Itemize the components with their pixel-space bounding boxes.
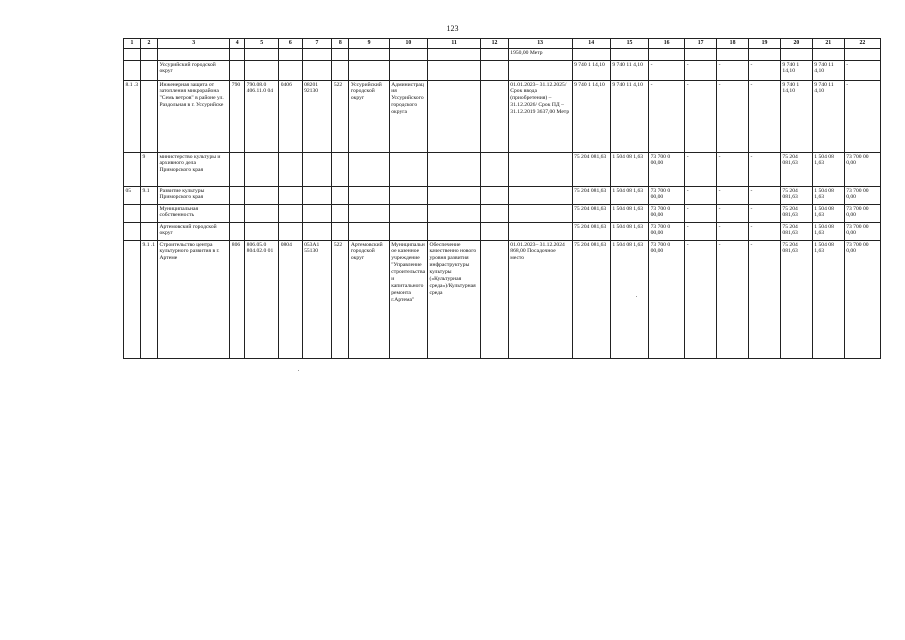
table-cell	[279, 223, 302, 241]
table-cell: 75 204 081,63	[780, 205, 812, 223]
table-cell	[302, 187, 332, 205]
column-number: 2	[141, 39, 158, 49]
table-cell: -	[685, 153, 717, 187]
table-cell	[508, 61, 572, 81]
table-cell: -	[717, 153, 749, 187]
column-number: 4	[230, 39, 245, 49]
table-cell: -	[649, 81, 685, 153]
table-cell	[427, 187, 480, 205]
table-cell: 73 700 00 0,00	[844, 241, 880, 359]
column-number: 1	[124, 39, 141, 49]
table-cell: Администрация Уссурийского городского округа	[389, 81, 427, 153]
column-number: 14	[572, 39, 610, 49]
table-cell	[389, 205, 427, 223]
column-number: 17	[685, 39, 717, 49]
table-cell	[481, 153, 509, 187]
table-cell: 73 700 0 00,00	[649, 223, 685, 241]
table-cell	[389, 223, 427, 241]
table-cell: -	[749, 81, 781, 153]
header-row	[124, 39, 881, 49]
table-cell	[572, 49, 610, 61]
column-number: 20	[780, 39, 812, 49]
table-cell: -	[844, 81, 880, 153]
table-cell	[332, 187, 349, 205]
table-cell: -	[749, 223, 781, 241]
table-cell: 1950,00 Метр	[508, 49, 572, 61]
table-cell	[230, 153, 245, 187]
table-cell	[141, 223, 158, 241]
table-cell	[427, 205, 480, 223]
column-number: 3	[158, 39, 230, 49]
table-cell	[481, 61, 509, 81]
table-cell: 73 700 00 0,00	[844, 187, 880, 205]
table-cell: 9 740 11 4,10	[812, 81, 844, 153]
table-cell: Артемовский городской округ	[158, 223, 230, 241]
table-cell: 9.1 .1	[141, 241, 158, 359]
table-cell: -	[717, 81, 749, 153]
table-row	[124, 187, 881, 205]
table-cell	[230, 205, 245, 223]
table-cell: -	[749, 61, 781, 81]
column-number: 11	[427, 39, 480, 49]
table-cell: 73 700 00 0,00	[844, 205, 880, 223]
table-cell: 9 740 11 4,10	[610, 81, 648, 153]
table-cell	[332, 153, 349, 187]
table-cell: 522	[332, 81, 349, 153]
column-number: 7	[302, 39, 332, 49]
table-cell	[389, 49, 427, 61]
table-cell	[302, 49, 332, 61]
table-cell	[245, 153, 279, 187]
table-cell	[230, 49, 245, 61]
table-cell: 75 204 081,63	[572, 153, 610, 187]
column-number: 22	[844, 39, 880, 49]
table-cell	[279, 205, 302, 223]
table-row	[124, 61, 881, 81]
table-cell	[332, 49, 349, 61]
table-cell	[717, 49, 749, 61]
table-cell: Уссурийский городской округ	[349, 81, 389, 153]
table-cell: 73 700 0 00,00	[649, 187, 685, 205]
table-cell: 75 204 081,63	[780, 153, 812, 187]
table-cell	[389, 61, 427, 81]
column-number: 21	[812, 39, 844, 49]
table-cell: 1 504 08 1,63	[812, 205, 844, 223]
table-cell: 75 204 081,63	[572, 241, 610, 359]
table-cell	[332, 205, 349, 223]
table-cell	[749, 49, 781, 61]
table-cell	[389, 187, 427, 205]
table-cell	[812, 49, 844, 61]
table-cell	[427, 81, 480, 153]
table-cell	[844, 49, 880, 61]
table-cell	[349, 153, 389, 187]
table-cell: -	[749, 241, 781, 359]
table-cell: 806	[230, 241, 245, 359]
table-cell: -	[749, 205, 781, 223]
table-cell: 08201 92130	[302, 81, 332, 153]
table-cell: 790.08.0 406.11.0 04	[245, 81, 279, 153]
table-cell	[124, 61, 141, 81]
table-cell	[279, 153, 302, 187]
column-number: 5	[245, 39, 279, 49]
table-cell	[780, 49, 812, 61]
table-cell: 9 740 11 4,10	[812, 61, 844, 81]
column-number: 19	[749, 39, 781, 49]
table-cell	[245, 187, 279, 205]
budget-table	[123, 38, 881, 359]
table-row	[124, 205, 881, 223]
table-cell	[427, 49, 480, 61]
column-number: 18	[717, 39, 749, 49]
table-cell: 0804	[279, 241, 302, 359]
table-cell: -	[685, 205, 717, 223]
table-cell: 1 504 08 1,63	[610, 187, 648, 205]
table-cell: 053А1 55130	[302, 241, 332, 359]
table-cell: 01.01.2023– 31.12.2024 868,00 Посадочное место	[508, 241, 572, 359]
table-cell: 9 740 1 14,10	[780, 61, 812, 81]
table-cell: 0406	[279, 81, 302, 153]
table-cell: 75 204 081,63	[572, 223, 610, 241]
column-number: 12	[481, 39, 509, 49]
table-cell: -	[717, 187, 749, 205]
table-cell: 1 504 08 1,63	[610, 205, 648, 223]
table-cell: 9	[141, 153, 158, 187]
table-cell	[481, 241, 509, 359]
table-cell	[124, 205, 141, 223]
table-cell: -	[685, 81, 717, 153]
table-cell	[124, 153, 141, 187]
table-cell	[230, 187, 245, 205]
table-cell: 73 700 0 00,00	[649, 205, 685, 223]
table-cell: -	[649, 61, 685, 81]
table-cell	[245, 205, 279, 223]
table-cell: -	[717, 205, 749, 223]
table-cell: Муниципальная собственность	[158, 205, 230, 223]
page-number: 123	[446, 24, 459, 33]
table-cell	[685, 49, 717, 61]
table-row	[124, 241, 881, 359]
table-cell	[481, 223, 509, 241]
table-cell: 1 504 08 1,63	[812, 187, 844, 205]
table-cell	[245, 49, 279, 61]
column-number: 6	[279, 39, 302, 49]
table-cell	[302, 223, 332, 241]
table-cell: 73 700 0 00,00	[649, 241, 685, 359]
table-cell: министерство культуры и архивного дела Приморского края	[158, 153, 230, 187]
table-cell: Обеспечение качественно нового уровня развития инфраструктуры культуры («Культурная среда»)/Культурная среда	[427, 241, 480, 359]
table-cell: -	[685, 61, 717, 81]
table-cell: 1 504 08 1,63	[610, 223, 648, 241]
column-number: 8	[332, 39, 349, 49]
table-cell: 75 204 081,63	[780, 187, 812, 205]
table-cell: -	[685, 223, 717, 241]
table-cell: -	[749, 153, 781, 187]
table-cell: Уссурийский городской округ	[158, 61, 230, 81]
scan-speck	[298, 370, 299, 371]
table-cell: 9 740 1 14,10	[572, 81, 610, 153]
table-cell: 9 740 1 14,10	[780, 81, 812, 153]
table-row	[124, 49, 881, 61]
table-cell	[389, 153, 427, 187]
table-cell	[508, 205, 572, 223]
table-cell	[279, 49, 302, 61]
table-cell	[508, 153, 572, 187]
table-cell	[230, 61, 245, 81]
table-row	[124, 81, 881, 153]
table-cell: 75 204 081,63	[572, 205, 610, 223]
table-cell	[349, 187, 389, 205]
table-cell	[279, 187, 302, 205]
table-cell: 1 504 08 1,63	[812, 241, 844, 359]
table-cell	[427, 223, 480, 241]
table-cell	[332, 61, 349, 81]
table-cell: 790	[230, 81, 245, 153]
table-cell: Строительство центра культурного развития в г. Артеме	[158, 241, 230, 359]
table-cell: 1 504 08 1,63	[812, 223, 844, 241]
table-cell: 522	[332, 241, 349, 359]
table-cell: -	[685, 187, 717, 205]
table-cell	[141, 61, 158, 81]
table-cell: -	[717, 241, 749, 359]
table-cell: Муниципальное казенное учреждение "Управление строительства и капитального ремонта г.Артема"	[389, 241, 427, 359]
column-number: 10	[389, 39, 427, 49]
table-cell	[332, 223, 349, 241]
table-cell	[349, 61, 389, 81]
table-cell: Артемовский городской округ	[349, 241, 389, 359]
table-cell	[427, 153, 480, 187]
table-cell: -	[844, 61, 880, 81]
table-cell: 9 740 1 14,10	[572, 61, 610, 81]
table-cell	[481, 187, 509, 205]
table-cell: 73 700 00 0,00	[844, 223, 880, 241]
table-cell	[245, 223, 279, 241]
table-cell	[349, 205, 389, 223]
table-cell	[302, 205, 332, 223]
table-cell	[481, 81, 509, 153]
table-cell	[349, 49, 389, 61]
table-cell: 8.1 .3	[124, 81, 141, 153]
table-cell: 1 504 08 1,63	[610, 153, 648, 187]
table-cell: 75 204 081,63	[780, 223, 812, 241]
scan-speck	[636, 296, 637, 297]
table-cell	[508, 187, 572, 205]
column-number: 9	[349, 39, 389, 49]
table-cell	[158, 49, 230, 61]
table-cell: -	[717, 223, 749, 241]
table-cell	[349, 223, 389, 241]
table-cell	[508, 223, 572, 241]
table-cell	[302, 61, 332, 81]
table-cell: -	[685, 241, 717, 359]
table-cell: 806.05.0 804.02.0 01	[245, 241, 279, 359]
table-cell	[302, 153, 332, 187]
table-row	[124, 153, 881, 187]
table-cell: 75 204 081,63	[572, 187, 610, 205]
table-cell: Развитие культуры Приморского края	[158, 187, 230, 205]
table-cell: 73 700 00 0,00	[844, 153, 880, 187]
table-cell: 73 700 0 00,00	[649, 153, 685, 187]
table-cell	[481, 49, 509, 61]
table-cell	[427, 61, 480, 81]
table-cell: 1 504 08 1,63	[812, 153, 844, 187]
table-row	[124, 223, 881, 241]
table-cell: -	[749, 187, 781, 205]
table-cell	[230, 223, 245, 241]
table-cell	[279, 61, 302, 81]
table-cell: 9.1	[141, 187, 158, 205]
table-cell	[141, 49, 158, 61]
column-number: 13	[508, 39, 572, 49]
column-number: 16	[649, 39, 685, 49]
column-number: 15	[610, 39, 648, 49]
table-cell: Инженерная защита от затопления микрорайона "Семь ветров" в районе ул. Раздольная в г. Уссурийске	[158, 81, 230, 153]
table-cell	[124, 49, 141, 61]
table-cell: 9 740 11 4,10	[610, 61, 648, 81]
table-cell: 01.01.2023– 31.12.2025/ Срок ввода (приобретения) – 31.12.2026/ Срок ПД – 31.12.2019 3637,00 Метр	[508, 81, 572, 153]
table-cell	[124, 223, 141, 241]
table-cell	[124, 241, 141, 359]
table-cell: 75 204 081,63	[780, 241, 812, 359]
table-cell	[245, 61, 279, 81]
table-cell	[610, 49, 648, 61]
table-cell	[141, 205, 158, 223]
table-cell	[649, 49, 685, 61]
table-cell: -	[717, 61, 749, 81]
table-cell	[141, 81, 158, 153]
table-cell	[481, 205, 509, 223]
table-cell: 1 504 08 1,63	[610, 241, 648, 359]
table-cell: 05	[124, 187, 141, 205]
